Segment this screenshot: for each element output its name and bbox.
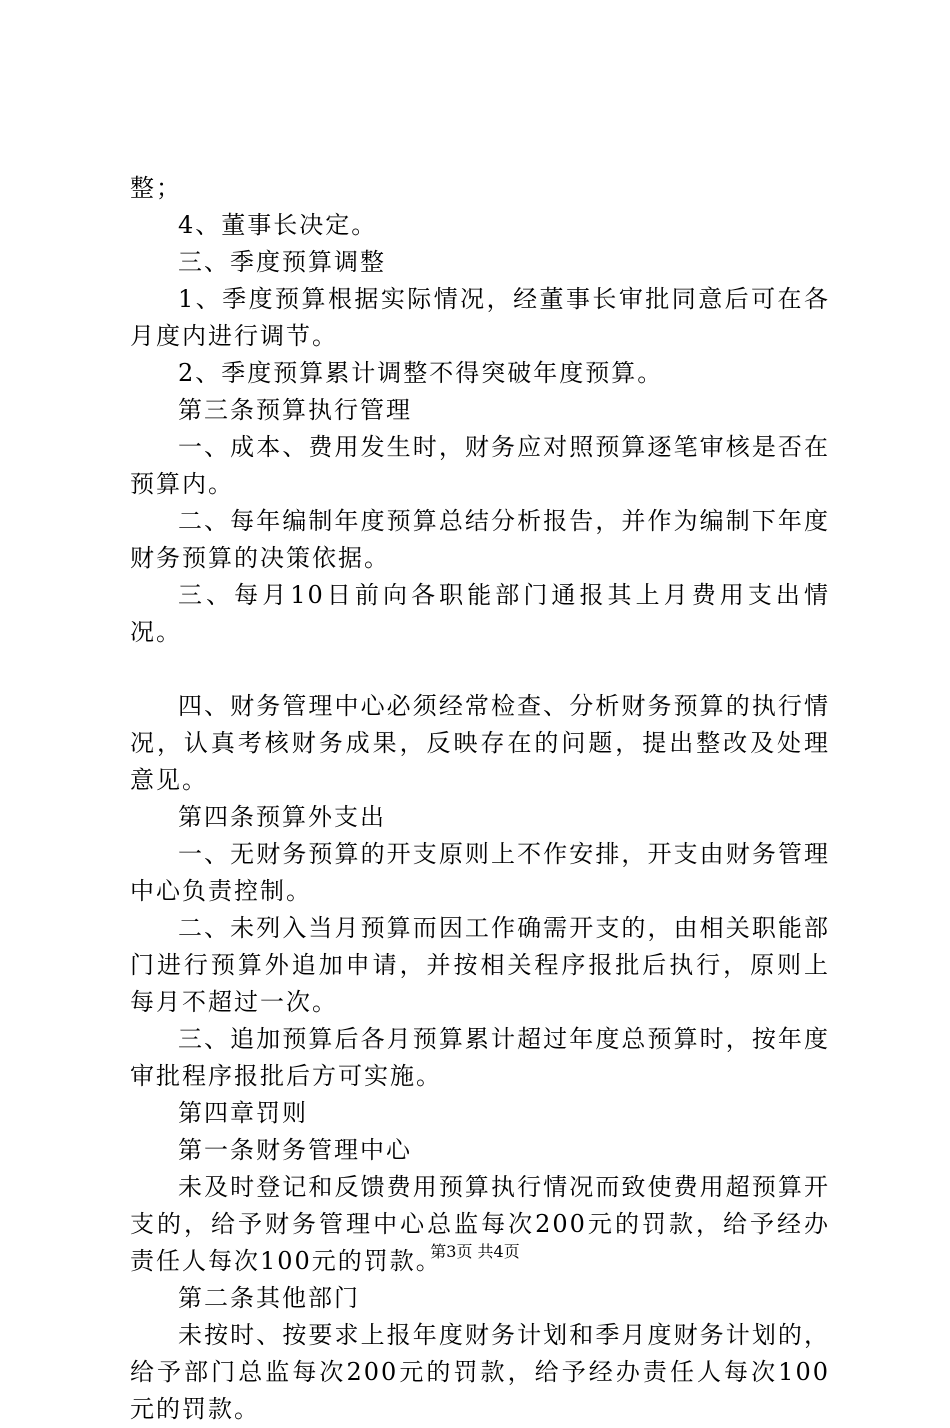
article-heading: 第二条其他部门 [178, 1284, 360, 1312]
paragraph: 2、季度预算累计调整不得突破年度预算。 [178, 359, 664, 387]
paragraph: 4、董事长决定。 [178, 211, 378, 239]
paragraph: 二、每年编制年度预算总结分析报告，并作为编制下年度财务预算的决策依据。 [130, 507, 830, 572]
paragraph: 未及时登记和反馈费用预算执行情况而致使费用超预算开支的，给予财务管理中心总监每次200元的罚款，给予经办责任人每次100元的罚款。 [130, 1173, 830, 1275]
chapter-heading: 第四章罚则 [178, 1099, 308, 1127]
paragraph: 二、未列入当月预算而因工作确需开支的，由相关职能部门进行预算外追加申请，并按相关程序报批后执行，原则上每月不超过一次。 [130, 914, 830, 1016]
blank-line [130, 651, 830, 688]
article-heading: 第三条预算执行管理 [178, 396, 412, 424]
paragraph: 整； [130, 174, 182, 202]
paragraph: 四、财务管理中心必须经常检查、分析财务预算的执行情况，认真考核财务成果，反映存在的问题，提出整改及处理意见。 [130, 692, 830, 794]
paragraph: 一、成本、费用发生时，财务应对照预算逐笔审核是否在预算内。 [130, 433, 830, 498]
article-heading: 第四条预算外支出 [178, 803, 386, 831]
page-footer: 第3页 共4页 [430, 1242, 520, 1261]
paragraph: 三、每月10日前向各职能部门通报其上月费用支出情况。 [130, 581, 830, 646]
paragraph: 一、无财务预算的开支原则上不作安排，开支由财务管理中心负责控制。 [130, 840, 830, 905]
document-body [130, 170, 830, 1428]
paragraph: 未按时、按要求上报年度财务计划和季月度财务计划的，给予部门总监每次200元的罚款，给予经办责任人每次100元的罚款。 [130, 1321, 830, 1423]
paragraph: 1、季度预算根据实际情况，经董事长审批同意后可在各月度内进行调节。 [130, 285, 830, 350]
paragraph: 三、追加预算后各月预算累计超过年度总预算时，按年度审批程序报批后方可实施。 [130, 1025, 830, 1090]
article-heading: 第一条财务管理中心 [178, 1136, 412, 1164]
section-heading: 三、季度预算调整 [178, 248, 386, 276]
